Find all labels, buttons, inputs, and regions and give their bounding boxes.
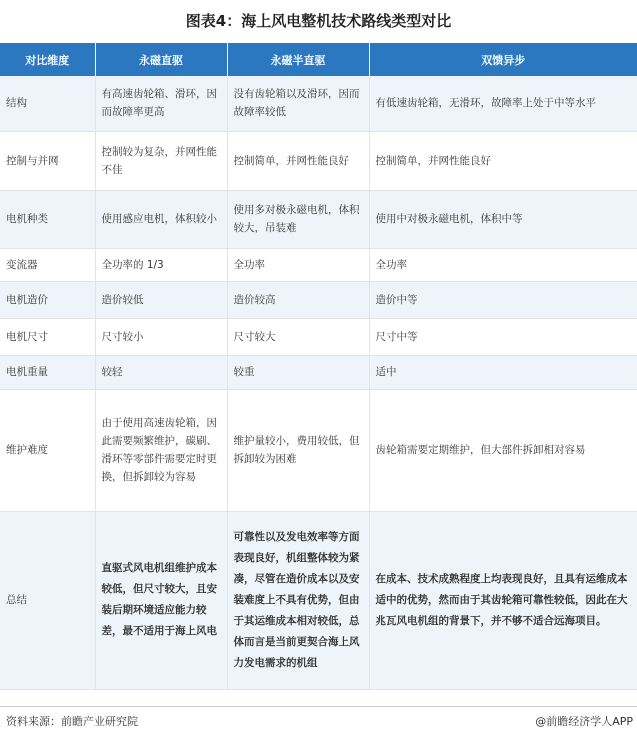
footer [0,710,637,732]
header-doubly-fed: 双馈异步 [369,43,637,76]
table-row [0,248,637,281]
cell-semi: 控制简单，并网性能良好 [227,131,369,190]
cell-semi: 维护量较小，费用较低，但拆卸较为困难 [227,389,369,511]
row-label: 电机造价 [0,281,95,318]
row-label: 结构 [0,76,95,131]
table-row [0,131,637,190]
table-row [0,318,637,355]
comparison-table-container [0,43,637,690]
summary-direct: 直驱式风电机组维护成本较低，但尺寸较大，且安装后期环境适应能力较差，最不适用于海上风电 [95,511,227,689]
cell-direct: 较轻 [95,355,227,389]
header-direct-drive: 永磁直驱 [95,43,227,76]
cell-direct: 使用感应电机，体积较小 [95,190,227,248]
cell-dfig: 有低速齿轮箱，无滑环，故障率上处于中等水平 [369,76,637,131]
header-semi-direct-drive: 永磁半直驱 [227,43,369,76]
cell-dfig: 适中 [369,355,637,389]
cell-semi: 全功率 [227,248,369,281]
cell-semi: 尺寸较大 [227,318,369,355]
brand-credit: @前瞻经济学人APP [535,715,633,728]
cell-dfig: 控制简单，并网性能良好 [369,131,637,190]
cell-dfig: 齿轮箱需要定期维护，但大部件拆卸相对容易 [369,389,637,511]
row-label: 控制与并网 [0,131,95,190]
cell-direct: 有高速齿轮箱、滑环，因而故障率更高 [95,76,227,131]
table-row [0,389,637,511]
cell-dfig: 全功率 [369,248,637,281]
table-row [0,355,637,389]
row-label: 电机尺寸 [0,318,95,355]
table-row [0,281,637,318]
cell-dfig: 使用中对极永磁电机，体积中等 [369,190,637,248]
page-title: 图表4：海上风电整机技术路线类型对比 [185,12,452,30]
table-header-row [0,43,637,76]
cell-semi: 较重 [227,355,369,389]
table-row [0,76,637,131]
row-label: 电机重量 [0,355,95,389]
cell-dfig: 尺寸中等 [369,318,637,355]
comparison-table [0,43,637,690]
cell-direct: 造价较低 [95,281,227,318]
cell-direct: 控制较为复杂，并网性能不佳 [95,131,227,190]
row-label: 电机种类 [0,190,95,248]
summary-semi: 可靠性以及发电效率等方面表现良好，机组整体较为紧凑，尽管在造价成本以及安装难度上不具有优势，但由于其运维成本相对较低，总体而言是当前更契合海上风力发电需求的机组 [227,511,369,689]
cell-direct: 尺寸较小 [95,318,227,355]
cell-direct: 由于使用高速齿轮箱，因此需要频繁维护，碳刷、滑环等零部件需要定时更换，但拆卸较为容易 [95,389,227,511]
row-label: 变流器 [0,248,95,281]
header-dimension: 对比维度 [0,43,95,76]
summary-label: 总结 [0,511,95,689]
table-row [0,190,637,248]
summary-row [0,511,637,689]
cell-dfig: 造价中等 [369,281,637,318]
cell-semi: 没有齿轮箱以及滑环，因而故障率较低 [227,76,369,131]
footer-divider [0,706,637,707]
cell-direct: 全功率的 1/3 [95,248,227,281]
cell-semi: 使用多对极永磁电机，体积较大，吊装难 [227,190,369,248]
summary-dfig: 在成本、技术成熟程度上均表现良好，且具有运维成本适中的优势，然而由于其齿轮箱可靠性较低，因此在大兆瓦风电机组的背景下，并不够不适合远海项目。 [369,511,637,689]
row-label: 维护难度 [0,389,95,511]
source-note: 资料来源：前瞻产业研究院 [6,715,138,728]
cell-semi: 造价较高 [227,281,369,318]
